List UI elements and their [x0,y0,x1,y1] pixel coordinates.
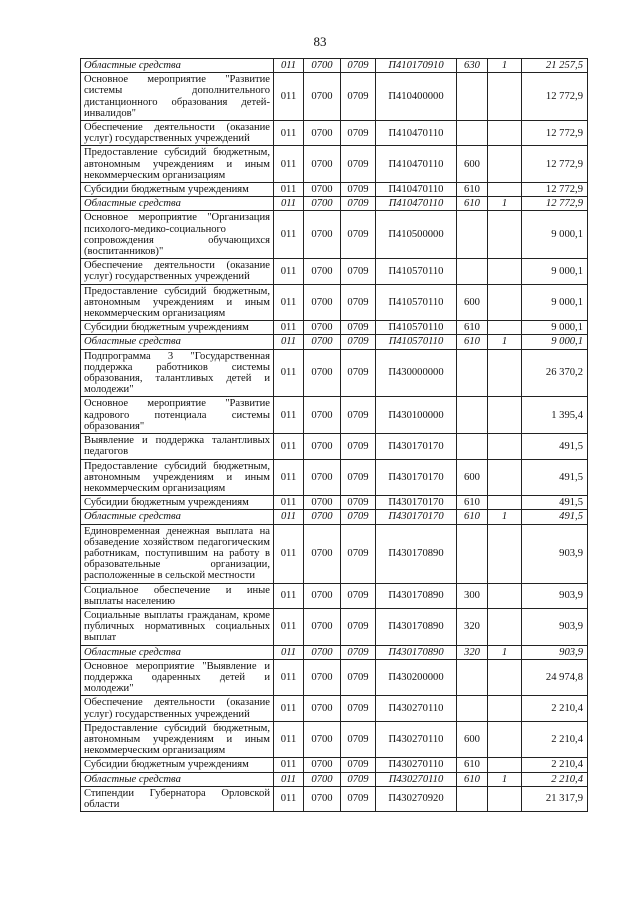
subsection-code: 0709 [341,645,376,659]
amount-value: 1 395,4 [522,397,588,434]
table-row [81,284,588,321]
section-code: 0700 [304,496,341,510]
section-code: 0700 [304,786,341,811]
section-code: 0700 [304,59,341,73]
funding-source-code [488,608,522,645]
target-code: П430270110 [376,696,457,721]
funding-source-code [488,659,522,696]
ministry-code: 011 [274,321,304,335]
budget-table-wrapper [80,58,587,812]
subsection-code: 0709 [341,73,376,121]
ministry-code: 011 [274,659,304,696]
table-row [81,146,588,183]
funding-source-code [488,434,522,459]
funding-source-code [488,121,522,146]
row-name: Областные средства [81,510,274,524]
amount-value: 2 210,4 [522,772,588,786]
table-row [81,721,588,758]
subsection-code: 0709 [341,524,376,583]
table-row [81,524,588,583]
funding-source-code [488,397,522,434]
amount-value: 903,9 [522,608,588,645]
section-code: 0700 [304,608,341,645]
section-code: 0700 [304,721,341,758]
page-number: 83 [313,34,327,49]
section-code: 0700 [304,397,341,434]
target-code: П430170890 [376,645,457,659]
subsection-code: 0709 [341,696,376,721]
table-row [81,786,588,811]
amount-value: 12 772,9 [522,146,588,183]
target-code: П410570110 [376,335,457,349]
expense-type-code [457,434,488,459]
funding-source-code [488,583,522,608]
section-code: 0700 [304,510,341,524]
expense-type-code: 320 [457,645,488,659]
expense-type-code [457,73,488,121]
regional-funds-row [81,510,588,524]
target-code: П430170170 [376,434,457,459]
subsection-code: 0709 [341,146,376,183]
amount-value: 21 257,5 [522,59,588,73]
ministry-code: 011 [274,645,304,659]
expense-type-code: 610 [457,510,488,524]
target-code: П430200000 [376,659,457,696]
section-code: 0700 [304,121,341,146]
section-code: 0700 [304,211,341,259]
amount-value: 9 000,1 [522,259,588,284]
row-name: Основное мероприятие "Развитие кадрового потенциала системы образования" [81,397,274,434]
amount-value: 903,9 [522,524,588,583]
section-code: 0700 [304,434,341,459]
amount-value: 24 974,8 [522,659,588,696]
amount-value: 2 210,4 [522,758,588,772]
row-name: Областные средства [81,59,274,73]
section-code: 0700 [304,183,341,197]
expense-type-code [457,524,488,583]
amount-value: 21 317,9 [522,786,588,811]
row-name: Единовременная денежная выплата на обзаведение хозяйством педагогическим работникам, поступившим на работу в образовательные организации, расположенные в сельской местности [81,524,274,583]
regional-funds-row [81,59,588,73]
budget-table [80,58,588,812]
table-row [81,583,588,608]
target-code: П430170890 [376,583,457,608]
funding-source-code: 1 [488,645,522,659]
ministry-code: 011 [274,59,304,73]
table-row [81,121,588,146]
table-row [81,496,588,510]
amount-value: 12 772,9 [522,197,588,211]
row-name: Обеспечение деятельности (оказание услуг) государственных учреждений [81,259,274,284]
ministry-code: 011 [274,211,304,259]
ministry-code: 011 [274,284,304,321]
ministry-code: 011 [274,510,304,524]
row-name: Обеспечение деятельности (оказание услуг) государственных учреждений [81,696,274,721]
subsection-code: 0709 [341,284,376,321]
target-code: П430270110 [376,772,457,786]
funding-source-code: 1 [488,510,522,524]
table-row [81,696,588,721]
funding-source-code [488,284,522,321]
amount-value: 903,9 [522,645,588,659]
row-name: Субсидии бюджетным учреждениям [81,758,274,772]
row-name: Субсидии бюджетным учреждениям [81,183,274,197]
section-code: 0700 [304,146,341,183]
ministry-code: 011 [274,434,304,459]
expense-type-code: 600 [457,721,488,758]
amount-value: 491,5 [522,496,588,510]
expense-type-code [457,659,488,696]
ministry-code: 011 [274,696,304,721]
ministry-code: 011 [274,183,304,197]
target-code: П410470110 [376,146,457,183]
funding-source-code [488,721,522,758]
section-code: 0700 [304,645,341,659]
funding-source-code: 1 [488,59,522,73]
row-name: Основное мероприятие "Выявление и поддержка одаренных детей и молодежи" [81,659,274,696]
subsection-code: 0709 [341,183,376,197]
amount-value: 903,9 [522,583,588,608]
subsection-code: 0709 [341,349,376,397]
target-code: П430170170 [376,510,457,524]
section-code: 0700 [304,772,341,786]
funding-source-code [488,786,522,811]
row-name: Предоставление субсидий бюджетным, автономным учреждениям и иным некоммерческим организациям [81,459,274,496]
target-code: П410570110 [376,321,457,335]
expense-type-code: 300 [457,583,488,608]
ministry-code: 011 [274,772,304,786]
funding-source-code [488,524,522,583]
section-code: 0700 [304,335,341,349]
funding-source-code [488,321,522,335]
row-name: Областные средства [81,772,274,786]
ministry-code: 011 [274,608,304,645]
section-code: 0700 [304,259,341,284]
section-code: 0700 [304,284,341,321]
subsection-code: 0709 [341,459,376,496]
target-code: П430170890 [376,524,457,583]
funding-source-code [488,349,522,397]
row-name: Социальные выплаты гражданам, кроме публичных нормативных социальных выплат [81,608,274,645]
row-name: Областные средства [81,645,274,659]
ministry-code: 011 [274,459,304,496]
subsection-code: 0709 [341,59,376,73]
target-code: П430170890 [376,608,457,645]
expense-type-code [457,696,488,721]
table-row [81,211,588,259]
subsection-code: 0709 [341,335,376,349]
table-row [81,259,588,284]
ministry-code: 011 [274,758,304,772]
funding-source-code [488,211,522,259]
subsection-code: 0709 [341,659,376,696]
amount-value: 12 772,9 [522,183,588,197]
table-body [81,59,588,812]
amount-value: 9 000,1 [522,321,588,335]
target-code: П410570110 [376,259,457,284]
row-name: Субсидии бюджетным учреждениям [81,321,274,335]
amount-value: 9 000,1 [522,211,588,259]
expense-type-code [457,349,488,397]
ministry-code: 011 [274,197,304,211]
subsection-code: 0709 [341,211,376,259]
amount-value: 9 000,1 [522,335,588,349]
target-code: П430000000 [376,349,457,397]
expense-type-code: 610 [457,335,488,349]
expense-type-code [457,786,488,811]
expense-type-code: 610 [457,496,488,510]
row-name: Обеспечение деятельности (оказание услуг) государственных учреждений [81,121,274,146]
row-name: Субсидии бюджетным учреждениям [81,496,274,510]
funding-source-code [488,183,522,197]
funding-source-code [488,496,522,510]
subsection-code: 0709 [341,772,376,786]
subsection-code: 0709 [341,121,376,146]
regional-funds-row [81,645,588,659]
target-code: П430170170 [376,496,457,510]
target-code: П410500000 [376,211,457,259]
expense-type-code [457,211,488,259]
row-name: Основное мероприятие "Развитие системы дополнительного дистанционного образования детей-инвалидов" [81,73,274,121]
row-name: Социальное обеспечение и иные выплаты населению [81,583,274,608]
section-code: 0700 [304,73,341,121]
section-code: 0700 [304,696,341,721]
row-name: Стипендии Губернатора Орловской области [81,786,274,811]
target-code: П410400000 [376,73,457,121]
target-code: П410470110 [376,197,457,211]
section-code: 0700 [304,349,341,397]
row-name: Предоставление субсидий бюджетным, автономным учреждениям и иным некоммерческим организациям [81,721,274,758]
table-row [81,183,588,197]
funding-source-code: 1 [488,335,522,349]
amount-value: 12 772,9 [522,73,588,121]
table-row [81,758,588,772]
section-code: 0700 [304,321,341,335]
amount-value: 491,5 [522,434,588,459]
subsection-code: 0709 [341,259,376,284]
section-code: 0700 [304,659,341,696]
regional-funds-row [81,772,588,786]
subsection-code: 0709 [341,321,376,335]
amount-value: 2 210,4 [522,696,588,721]
expense-type-code: 610 [457,758,488,772]
expense-type-code: 600 [457,459,488,496]
funding-source-code [488,459,522,496]
table-row [81,321,588,335]
ministry-code: 011 [274,349,304,397]
subsection-code: 0709 [341,608,376,645]
ministry-code: 011 [274,524,304,583]
expense-type-code: 600 [457,284,488,321]
expense-type-code [457,259,488,284]
amount-value: 12 772,9 [522,121,588,146]
ministry-code: 011 [274,721,304,758]
subsection-code: 0709 [341,721,376,758]
amount-value: 2 210,4 [522,721,588,758]
ministry-code: 011 [274,121,304,146]
ministry-code: 011 [274,335,304,349]
expense-type-code: 600 [457,146,488,183]
subsection-code: 0709 [341,758,376,772]
section-code: 0700 [304,459,341,496]
expense-type-code: 610 [457,321,488,335]
ministry-code: 011 [274,73,304,121]
subsection-code: 0709 [341,434,376,459]
table-row [81,73,588,121]
table-row [81,434,588,459]
target-code: П430270920 [376,786,457,811]
subsection-code: 0709 [341,786,376,811]
row-name: Выявление и поддержка талантливых педагогов [81,434,274,459]
table-row [81,608,588,645]
target-code: П410470110 [376,183,457,197]
subsection-code: 0709 [341,197,376,211]
funding-source-code [488,696,522,721]
section-code: 0700 [304,583,341,608]
target-code: П430270110 [376,758,457,772]
funding-source-code [488,758,522,772]
row-name: Областные средства [81,335,274,349]
target-code: П410570110 [376,284,457,321]
amount-value: 491,5 [522,459,588,496]
expense-type-code: 610 [457,772,488,786]
target-code: П430170170 [376,459,457,496]
target-code: П410470110 [376,121,457,146]
section-code: 0700 [304,524,341,583]
regional-funds-row [81,335,588,349]
expense-type-code: 610 [457,183,488,197]
subsection-code: 0709 [341,510,376,524]
section-code: 0700 [304,758,341,772]
table-row [81,397,588,434]
ministry-code: 011 [274,146,304,183]
subsection-code: 0709 [341,397,376,434]
ministry-code: 011 [274,259,304,284]
expense-type-code [457,121,488,146]
subsection-code: 0709 [341,496,376,510]
row-name: Предоставление субсидий бюджетным, автономным учреждениям и иным некоммерческим организациям [81,146,274,183]
section-code: 0700 [304,197,341,211]
amount-value: 9 000,1 [522,284,588,321]
row-name: Подпрограмма 3 "Государственная поддержка работников системы образования, талантливых детей и молодежи" [81,349,274,397]
row-name: Предоставление субсидий бюджетным, автономным учреждениям и иным некоммерческим организациям [81,284,274,321]
ministry-code: 011 [274,583,304,608]
funding-source-code [488,73,522,121]
row-name: Основное мероприятие "Организация психолого-медико-социального сопровождения обучающихся (воспитанников)" [81,211,274,259]
amount-value: 26 370,2 [522,349,588,397]
table-row [81,459,588,496]
target-code: П430270110 [376,721,457,758]
funding-source-code [488,259,522,284]
funding-source-code: 1 [488,772,522,786]
row-name: Областные средства [81,197,274,211]
expense-type-code [457,397,488,434]
table-row [81,349,588,397]
expense-type-code: 610 [457,197,488,211]
target-code: П430100000 [376,397,457,434]
amount-value: 491,5 [522,510,588,524]
expense-type-code: 320 [457,608,488,645]
ministry-code: 011 [274,496,304,510]
funding-source-code [488,146,522,183]
ministry-code: 011 [274,397,304,434]
ministry-code: 011 [274,786,304,811]
expense-type-code: 630 [457,59,488,73]
funding-source-code: 1 [488,197,522,211]
target-code: П410170910 [376,59,457,73]
table-row [81,659,588,696]
regional-funds-row [81,197,588,211]
subsection-code: 0709 [341,583,376,608]
